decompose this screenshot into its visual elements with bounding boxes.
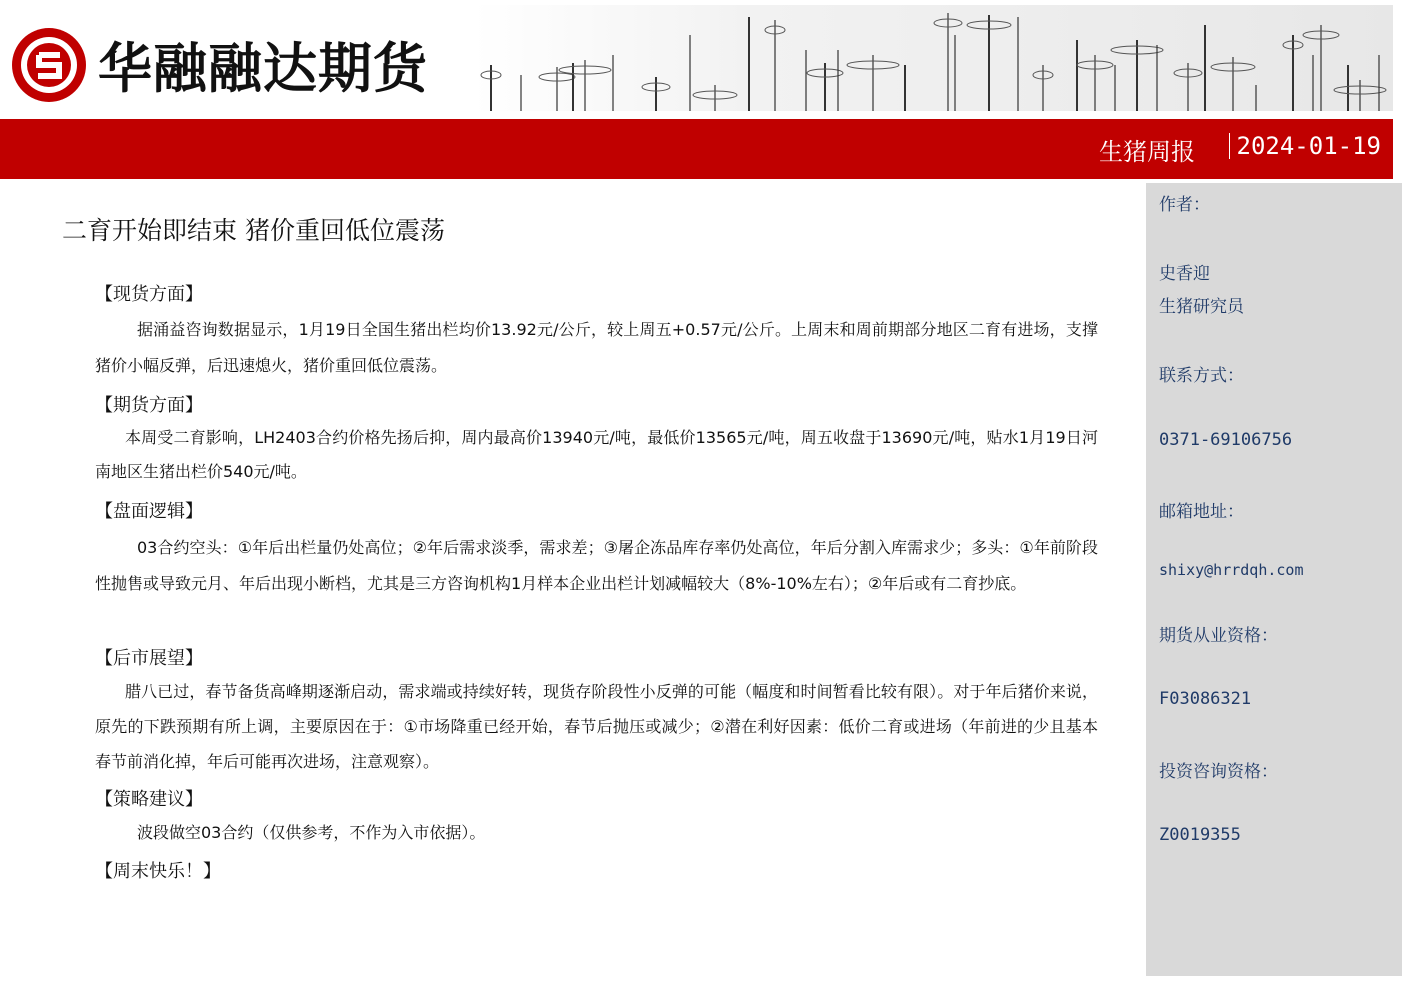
contact-phone: 0371-69106756 xyxy=(1159,430,1293,450)
contact-email: shixy@hrrdqh.com xyxy=(1159,561,1304,579)
author-title: 生猪研究员 xyxy=(1159,297,1244,317)
contact-label: 联系方式： xyxy=(1159,366,1244,386)
author-name: 史香迎 xyxy=(1159,264,1210,284)
article-title: 二育开始即结束 猪价重回低位震荡 xyxy=(62,216,445,245)
header-divider xyxy=(1229,133,1230,159)
author-label: 作者： xyxy=(1159,195,1210,215)
section-heading-spot: 【现货方面】 xyxy=(95,284,203,305)
section-text-futures: 本周受二育影响，LH2403合约价格先扬后抑，周内最高价13940元/吨，最低价13565元/吨，周五收盘于13690元/吨，贴水1月19日河南地区生猪出栏价540元/吨。 xyxy=(95,428,1098,481)
section-text-outlook: 腊八已过，春节备货高峰期逐渐启动，需求端或持续好转，现货存阶段性小反弹的可能（幅度和时间暂看比较有限）。对于年后猪价来说，原先的下跌预期有所上调，主要原因在于：①市场降重已经开始，春节后抛压或减少；②潜在利好因素：低价二育或进场（年前进的少且基本春节前消化掉，年后可能再次进场，注意观察）。 xyxy=(95,682,1098,771)
investment-qualification-number: Z0019355 xyxy=(1159,825,1241,845)
section-heading-futures: 【期货方面】 xyxy=(95,395,203,416)
section-heading-weekend: 【周末快乐！】 xyxy=(95,861,221,882)
banner-decoration-image xyxy=(473,5,1393,111)
report-date: 2024-01-19 xyxy=(1236,132,1381,160)
section-text-logic: 03合约空头：①年后出栏量仍处高位；②年后需求淡季，需求差；③屠企冻品库存率仍处高位，年后分割入库需求少；多头：①年前阶段性抛售或导致元月、年后出现小断档，尤其是三方咨询机构1月样本企业出栏计划减幅较大（8%-10%左右）；②年后或有二育抄底。 xyxy=(95,538,1098,593)
investment-qualification-label: 投资咨询资格： xyxy=(1159,762,1278,782)
header-bar xyxy=(0,119,1393,179)
futures-qualification-label: 期货从业资格： xyxy=(1159,626,1278,646)
report-type: 生猪周报 xyxy=(1099,138,1195,166)
section-heading-logic: 【盘面逻辑】 xyxy=(95,501,203,522)
section-text-spot: 据涌益咨询数据显示，1月19日全国生猪出栏均价13.92元/公斤，较上周五+0.57元/公斤。上周末和周前期部分地区二育有进场，支撑猪价小幅反弹，后迅速熄火，猪价重回低位震荡。 xyxy=(95,320,1098,375)
company-logo-icon xyxy=(12,28,86,102)
section-heading-strategy: 【策略建议】 xyxy=(95,789,203,810)
company-name: 华融融达期货 xyxy=(98,37,428,100)
section-text-strategy: 波段做空03合约（仅供参考，不作为入市依据）。 xyxy=(137,823,486,842)
futures-qualification-number: F03086321 xyxy=(1159,689,1252,709)
section-heading-outlook: 【后市展望】 xyxy=(95,648,203,669)
email-label: 邮箱地址： xyxy=(1159,502,1244,522)
